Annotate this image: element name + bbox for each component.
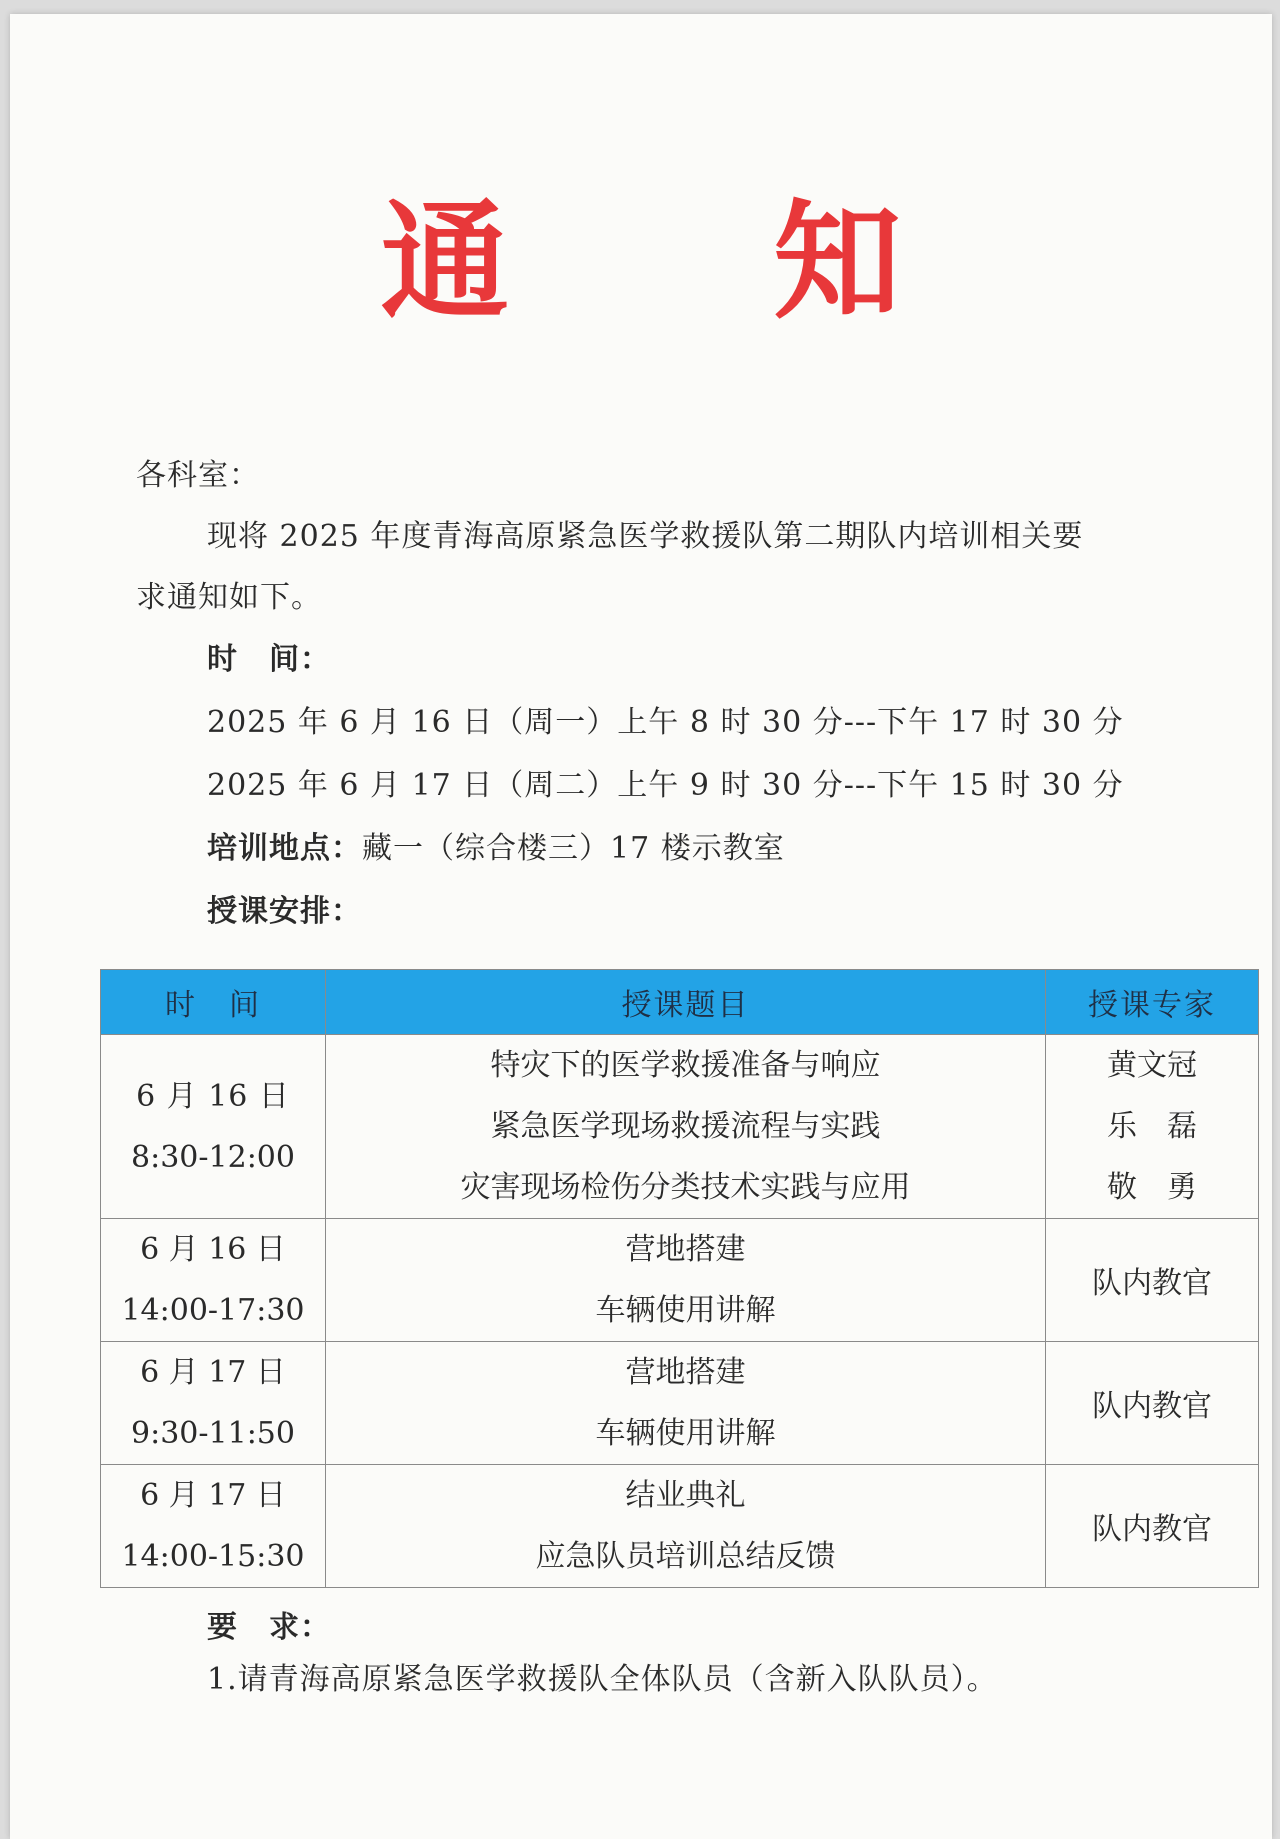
intro-line-1: 现将 2025 年度青海高原紧急医学救援队第二期队内培训相关要 <box>207 519 1084 554</box>
session-date: 6 月 17 日 <box>140 1355 286 1390</box>
location-line <box>207 823 785 867</box>
time-line-2: 2025 年 6 月 17 日（周二）上午 9 时 30 分---下午 15 时 30 分 <box>207 768 1124 803</box>
topic: 营地搭建 <box>625 1355 746 1390</box>
topic: 营地搭建 <box>625 1232 746 1267</box>
header-topic: 授课题目 <box>326 970 1046 1035</box>
topic: 灾害现场检伤分类技术实践与应用 <box>460 1170 911 1205</box>
session-time-cell <box>101 1035 326 1219</box>
topic: 紧急医学现场救援流程与实践 <box>490 1109 881 1144</box>
table-row <box>101 1342 1259 1465</box>
header-expert: 授课专家 <box>1046 970 1259 1035</box>
location-label: 培训地点： <box>207 831 362 866</box>
topic: 车辆使用讲解 <box>595 1293 776 1328</box>
requirements-label: 要 求： <box>207 1610 331 1645</box>
expert: 敬 勇 <box>1107 1170 1197 1205</box>
session-topics-cell <box>326 1342 1046 1465</box>
table-row <box>101 1219 1259 1342</box>
requirement-1: 1.请青海高原紧急医学救援队全体队员（含新入队队员）。 <box>207 1662 998 1697</box>
session-time: 9:30-11:50 <box>131 1416 295 1451</box>
intro-line-2: 求通知如下。 <box>136 580 322 615</box>
expert: 黄文冠 <box>1107 1048 1197 1083</box>
table-row <box>101 1035 1259 1219</box>
expert: 乐 磊 <box>1107 1109 1197 1144</box>
session-time-cell <box>101 1465 326 1588</box>
table-header-row <box>101 970 1259 1035</box>
location-value: 藏一（综合楼三）17 楼示教室 <box>362 831 785 866</box>
salutation: 各科室： <box>136 458 260 493</box>
session-time-cell <box>101 1342 326 1465</box>
session-topics-cell <box>326 1219 1046 1342</box>
session-topics-cell <box>326 1035 1046 1219</box>
topic: 结业典礼 <box>625 1478 746 1513</box>
session-time: 14:00-15:30 <box>121 1539 305 1574</box>
session-experts-cell <box>1046 1035 1259 1219</box>
session-date: 6 月 16 日 <box>140 1232 286 1267</box>
session-date: 6 月 17 日 <box>140 1478 286 1513</box>
topic: 车辆使用讲解 <box>595 1416 776 1451</box>
session-time: 14:00-17:30 <box>121 1293 305 1328</box>
schedule-table <box>100 969 1259 1588</box>
session-time-cell <box>101 1219 326 1342</box>
topic: 应急队员培训总结反馈 <box>535 1539 836 1574</box>
header-time: 时 间 <box>101 970 326 1035</box>
expert: 队内教官 <box>1046 1465 1259 1588</box>
session-date: 6 月 16 日 <box>136 1078 290 1114</box>
time-line-1: 2025 年 6 月 16 日（周一）上午 8 时 30 分---下午 17 时 30 分 <box>207 705 1124 740</box>
expert: 队内教官 <box>1046 1342 1259 1465</box>
document-page <box>10 14 1272 1839</box>
session-topics-cell <box>326 1465 1046 1588</box>
topic: 特灾下的医学救援准备与响应 <box>490 1048 881 1083</box>
schedule-label: 授课安排： <box>207 894 362 929</box>
expert: 队内教官 <box>1046 1219 1259 1342</box>
table-row <box>101 1465 1259 1588</box>
session-time: 8:30-12:00 <box>131 1139 295 1175</box>
time-label: 时 间： <box>207 642 331 677</box>
notice-title: 通 知 <box>380 188 1012 337</box>
